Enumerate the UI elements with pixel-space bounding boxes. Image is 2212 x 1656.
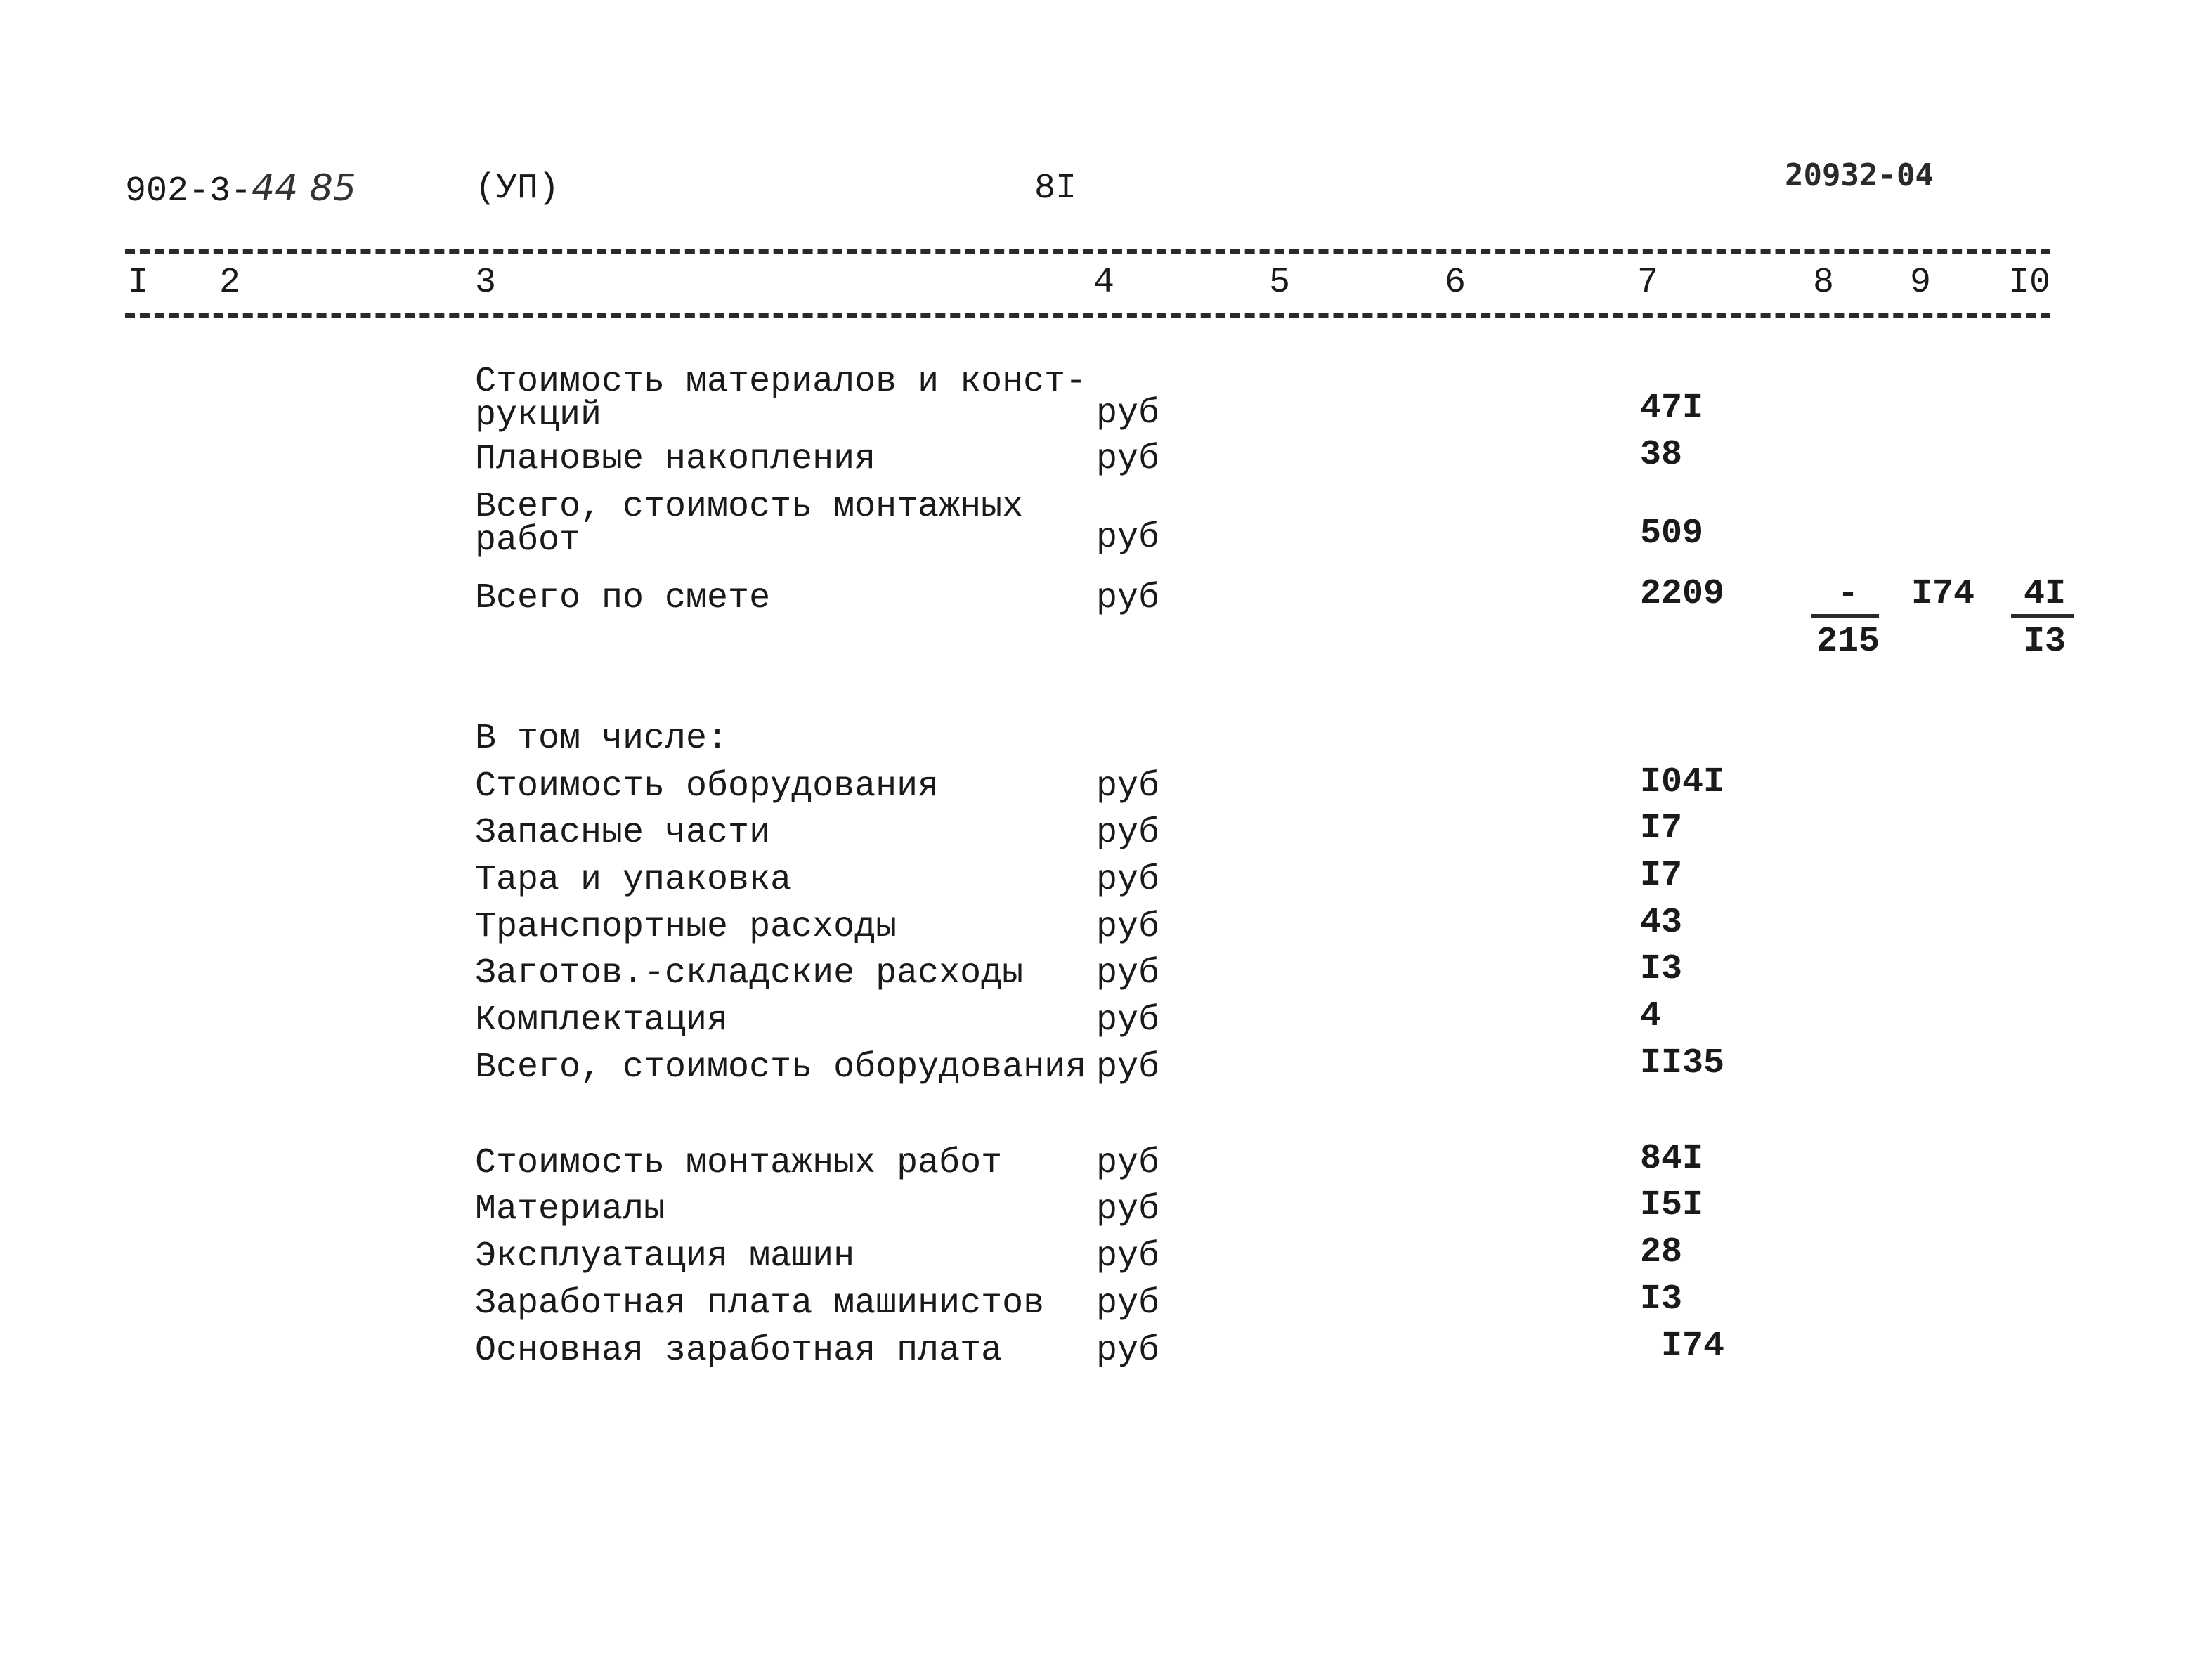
section-label: (УП) <box>475 169 560 209</box>
row-total-estimate-desc: Всего по смете <box>475 578 771 618</box>
row-total-estimate-col8-top: - <box>1837 574 1859 614</box>
column-number-7: 7 <box>1637 263 1659 303</box>
col8-fraction-line <box>1811 614 1879 618</box>
col10-fraction-line <box>2011 614 2074 618</box>
column-number-9: 9 <box>1910 263 1932 303</box>
row-total-estimate-unit: руб <box>1096 578 1160 618</box>
row-total-mounting-desc: Всего, стоимость монтажных работ <box>475 487 1024 561</box>
document-number: 20932-04 <box>1785 157 1934 193</box>
column-number-4: 4 <box>1093 263 1115 303</box>
column-number-10: I0 <box>2008 263 2051 303</box>
row-planned-savings-unit: руб <box>1096 439 1160 479</box>
column-number-1: I <box>128 263 150 303</box>
column-number-8: 8 <box>1813 263 1835 303</box>
page-number: 8I <box>1034 169 1077 209</box>
header-bottom-divider <box>125 313 2050 318</box>
row-total-mounting-unit: руб <box>1096 518 1160 558</box>
row-planned-savings-desc: Плановые накопления <box>475 439 876 479</box>
row-materials-desc: Стоимость материалов и конст- рукций <box>475 362 1087 436</box>
column-number-5: 5 <box>1269 263 1291 303</box>
row-materials-unit: руб <box>1096 393 1160 433</box>
row-total-estimate-col8-bottom: 215 <box>1816 622 1880 662</box>
series-handwritten: 44 85 <box>252 167 356 209</box>
page: 902-3-44 85 (УП) 8I 20932-04 I 2 3 4 5 6 7 8 9 I0 Стоимость материалов и конст- рукций руб 47I Плановые накопления руб 38 Всего, стоимость монтажных работ руб 509 Всего по смете руб 2209 - 215 I74 4I I3 В том числе: Стоимость оборудования руб I04I Запасные части руб I7 Тара и упаковка руб I7 Транспортные расходы руб 43 Заготов.-складские расходы руб I3 Комплектация руб 4 Всего, стоимость оборудования руб II35 Стоимость монтажных работ руб 84I Материалы руб I5I Эксплуатация машин руб 28 Заработная плата машинистов руб I3 Основная заработная плата руб I74 <box>0 0 2212 1656</box>
row-total-estimate-col10-top: 4I <box>2023 574 2066 614</box>
header-top-divider <box>125 249 2050 254</box>
column-number-6: 6 <box>1445 263 1466 303</box>
row-materials-value: 47I <box>1640 389 1704 429</box>
column-number-2: 2 <box>219 263 241 303</box>
column-number-3: 3 <box>475 263 497 303</box>
including-heading: В том числе: <box>475 719 729 759</box>
series-prefix: 902-3- <box>125 171 252 211</box>
row-total-estimate-col10-bottom: I3 <box>2023 622 2066 662</box>
row-total-mounting-value: 509 <box>1640 514 1704 554</box>
series-number <box>125 167 356 211</box>
row-total-estimate-col9: I74 <box>1911 574 1975 614</box>
row-total-estimate-value: 2209 <box>1640 574 1725 614</box>
row-planned-savings-value: 38 <box>1640 435 1683 475</box>
